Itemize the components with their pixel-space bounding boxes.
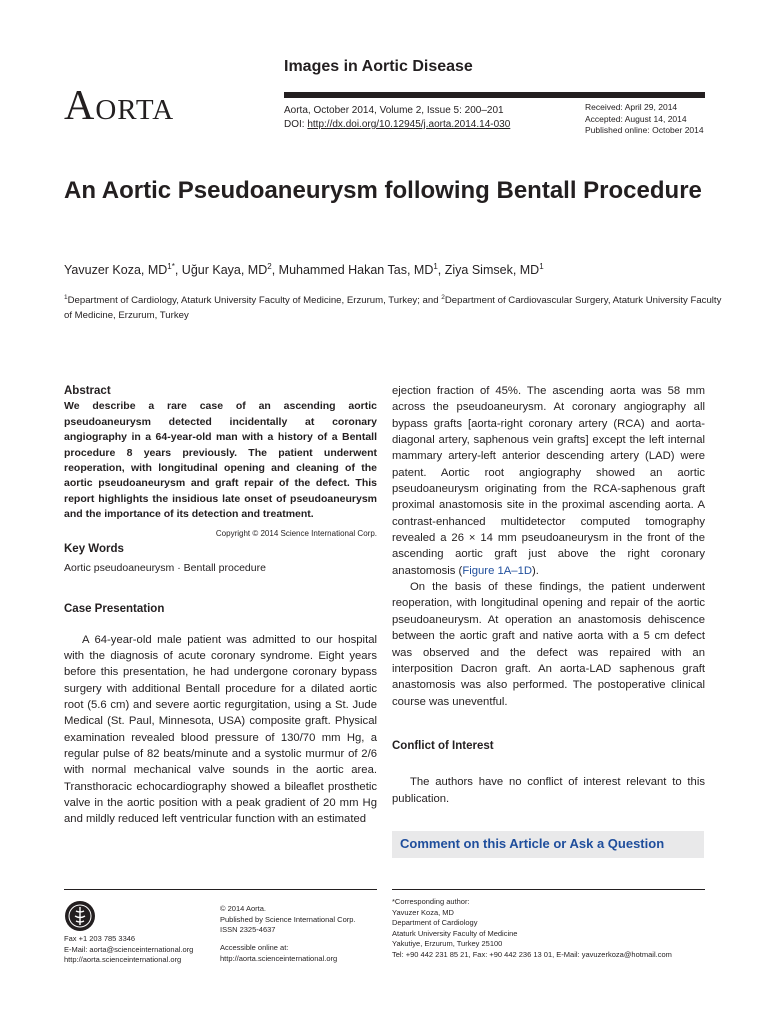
publication-dates xyxy=(585,102,704,137)
keywords-heading: Key Words xyxy=(64,542,124,555)
website[interactable]: http://aorta.scienceinternational.org xyxy=(64,955,182,964)
author-affiliation-marker: 1 xyxy=(539,262,544,271)
section-title: Images in Aortic Disease xyxy=(284,58,473,75)
doi-link[interactable]: http://dx.doi.org/10.12945/j.aorta.2014.14-030 xyxy=(307,119,511,130)
affiliations: $^1$Department of Cardiology, Ataturk University Faculty of Medicine, Erzurum, Turkey; and $^2$Department of Cardiovascular Surgery, Ataturk University Faculty of Medicine, Erzurum, Turkey xyxy=(64,294,722,322)
right-column xyxy=(392,383,705,807)
doi-line: DOI: http://dx.doi.org/10.12945/j.aorta.2014.14-030 xyxy=(284,119,511,130)
publisher-info xyxy=(220,904,356,936)
case-paragraph-1-continued: ejection fraction of 45%. The ascending aorta was 58 mm across the pseudoaneurysm. At coronary angiography all bypass grafts [aorta-right coronary artery (RCA) and aorta-diagonal artery, saphenous vein grafts] except the left internal mammary artery-left anterior descending artery (LAD) were patent. Aortic root angiography showed an aortic pseudoaneurysm originating from the RCA-saphenous graft proximal anastomosis site in the proximal ascending aorta. A contrast-enhanced multidetector computed tomography revealed a 26 × 14 mm pseudoaneurysm in the front of the ascending aortic graft just above the right coronary anastomosis (Figure 1A–1D). xyxy=(392,385,705,577)
conflict-heading: Conflict of Interest xyxy=(392,739,494,752)
accepted-date: Accepted: August 14, 2014 xyxy=(585,113,687,124)
email[interactable]: E-Mail: aorta@scienceinternational.org xyxy=(64,944,194,954)
corresp-address: Yakutiye, Erzurum, Turkey 25100 xyxy=(392,939,503,948)
corresp-label: *Corresponding author: xyxy=(392,897,470,906)
online-label: Accessible online at: xyxy=(220,943,289,952)
received-date: Received: April 29, 2014 xyxy=(585,102,678,112)
case-presentation-heading: Case Presentation xyxy=(64,603,165,616)
footer-rule-right xyxy=(392,889,705,890)
conflict-text: The authors have no conflict of interest relevant to this publication. xyxy=(392,776,705,805)
abstract-heading: Abstract xyxy=(64,385,111,397)
corresponding-author xyxy=(392,897,672,960)
publisher-contact xyxy=(64,934,193,966)
case-paragraph-2: On the basis of these findings, the patient underwent reoperation, with longitudinal opening and repair of the aortic pseudoaneurysm. At operation an anastomosis dehiscence between the aortic graft and native aorta with a 5 cm defect was observed and the defect was repaired with an interposition Dacron graft. An aorta-LAD saphenous graft anastomosis was also performed. The postoperative clinical course was uneventful. xyxy=(392,581,705,708)
abstract-body: We describe a rare case of an ascending aortic pseudoaneurysm detected incidentally at coronary angiography in a 64-year-old man with a history of a Bentall procedure 8 years previously. The patient underwent reoperation, with longitudinal opening and cleaning of the aortic pseudoaneurysm and graft repair of the defect. This report highlights the insidious late onset of pseudoaneurysm and the importance of its detection and treatment. Copyright © 2014 Science International Corp. xyxy=(64,399,377,522)
article-title: An Aortic Pseudoaneurysm following Bentall Procedure xyxy=(64,177,702,204)
case-paragraph-1: A 64-year-old male patient was admitted to our hospital with the diagnosis of acute coronary syndrome. Eight years before this presentation, he had undergone coronary bypass surgery with additional Bentall procedure for a dilated aortic root (5.6 cm) and severe aortic regurgitation, using a St. Jude Medical (St. Paul, Minnesota, USA) composite graft. Physical examination revealed blood pressure of 130/70 mm Hg, a regular pulse of 82 beats/minute and a systolic murmur of 2/6 with normal mechanical valve sounds in the aortic area. Transthoracic echocardiography showed a bileaflet prosthetic valve in the aortic position with a peak gradient of 20 mm Hg and mildly reduced left ventricular function with an estimated xyxy=(64,633,377,826)
journal-logo: Aorta xyxy=(64,83,175,129)
comment-button-label: Comment on this Article or Ask a Question xyxy=(400,836,665,851)
author-list: Yavuzer Koza, $MD^{1*}$, Uğur Kaya, $MD^2$, Muhammed Hakan Tas, $MD^1$, Ziya Simsek, $MD^1$ xyxy=(64,262,544,278)
author-name: Yavuzer Koza, MD xyxy=(64,263,168,278)
corresp-name: Yavuzer Koza, MD xyxy=(392,907,454,917)
header-rule xyxy=(284,92,705,98)
author-name: Ziya Simsek, MD xyxy=(444,263,540,278)
keywords-text: Aortic pseudoaneurysm · Bentall procedure xyxy=(64,561,266,574)
journal-citation-block xyxy=(284,104,510,132)
journal-citation: Aorta, October 2014, Volume 2, Issue 5: 200–201 xyxy=(284,105,504,116)
fax: Fax +1 203 785 3346 xyxy=(64,934,136,943)
left-column xyxy=(64,383,377,828)
corresp-faculty: Ataturk University Faculty of Medicine xyxy=(392,928,518,938)
corresp-contact: Tel: +90 442 231 85 21, Fax: +90 442 236 13 01, E-Mail: yavuzerkoza@hotmail.com xyxy=(392,949,672,959)
online-url[interactable]: http://aorta.scienceinternational.org xyxy=(220,953,338,963)
author-affiliation-marker: 2 xyxy=(267,262,272,271)
author-affiliation-marker: 1 xyxy=(433,262,438,271)
publisher-name: Published by Science International Corp. xyxy=(220,914,356,924)
footer-rule-left xyxy=(64,889,377,890)
issn: ISSN 2325-4637 xyxy=(220,925,276,934)
publisher-logo-icon xyxy=(64,900,96,932)
footer-copyright: © 2014 Aorta. xyxy=(220,904,266,913)
comment-button[interactable] xyxy=(392,831,704,858)
author-name: Muhammed Hakan Tas, MD xyxy=(278,263,434,278)
author-name: Uğur Kaya, MD xyxy=(181,263,268,278)
abstract-copyright: Copyright © 2014 Science International Corp. xyxy=(215,528,377,538)
published-date: Published online: October 2014 xyxy=(585,125,704,135)
online-access xyxy=(220,943,337,964)
figure-link[interactable]: Figure 1A–1D xyxy=(462,564,533,577)
author-affiliation-marker: 1* xyxy=(167,262,175,271)
corresp-dept: Department of Cardiology xyxy=(392,918,478,927)
